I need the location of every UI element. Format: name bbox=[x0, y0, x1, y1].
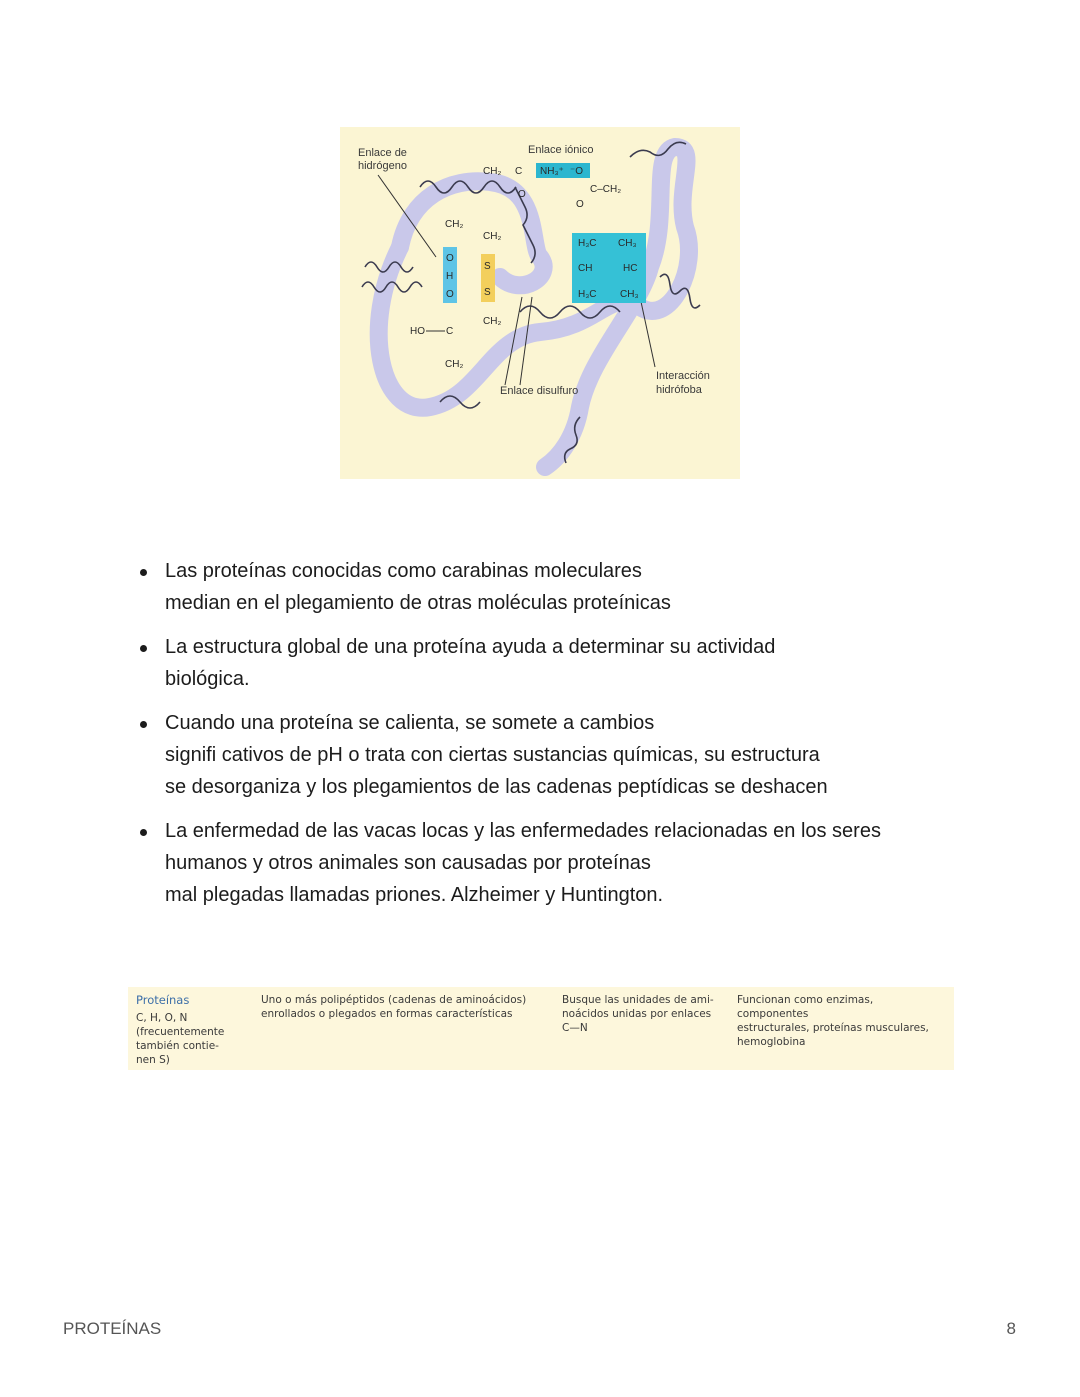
page-number: 8 bbox=[1006, 1319, 1016, 1338]
bullet-line: se desorganiza y los plegamientos de las cadenas peptídicas se deshacen bbox=[165, 776, 828, 798]
label-disulfide-bond: Enlace disulfuro bbox=[500, 385, 579, 397]
summary-title: Proteínas bbox=[136, 993, 190, 1007]
chem-ch3-top: CH₃ bbox=[618, 238, 637, 249]
chem-ionic-o-left: O bbox=[518, 189, 526, 200]
chem-ionic-ch2: CH₂ bbox=[483, 166, 502, 177]
bullet-dot bbox=[140, 829, 147, 836]
label-hydrogen-bond-2: hidrógeno bbox=[358, 160, 407, 172]
chem-h3c-top: H₃C bbox=[578, 238, 597, 249]
chem-hbond-ch2-top: CH₂ bbox=[445, 219, 464, 230]
summary-line: hemoglobina bbox=[737, 1036, 806, 1048]
summary-line: nen S) bbox=[136, 1054, 170, 1066]
bullet-line: La enfermedad de las vacas locas y las enfermedades relacionadas en los seres bbox=[165, 820, 881, 842]
protein-structure-diagram bbox=[340, 127, 740, 479]
summary-line: C, H, O, N bbox=[136, 1012, 188, 1024]
bullet-dot bbox=[140, 721, 147, 728]
chem-o-minus: ⁻O bbox=[570, 166, 584, 177]
chem-hbond-o2: O bbox=[446, 289, 454, 300]
chem-ch: CH bbox=[578, 263, 593, 274]
label-hydrogen-bond-1: Enlace de bbox=[358, 147, 407, 159]
summary-col-name bbox=[136, 993, 246, 1067]
chem-ho: HO bbox=[410, 326, 425, 337]
chem-hbond-ch2-bottom: CH₂ bbox=[445, 359, 464, 370]
protein-structure-figure bbox=[340, 127, 740, 479]
chem-ch3-bottom: CH₃ bbox=[620, 289, 639, 300]
bullet-item bbox=[140, 555, 960, 619]
bullet-line: Las proteínas conocidas como carabinas moleculares bbox=[165, 560, 642, 582]
summary-line: también contie- bbox=[136, 1040, 219, 1052]
footer-title: PROTEÍNAS bbox=[63, 1319, 162, 1338]
chem-ss-ch2-top: CH₂ bbox=[483, 231, 502, 242]
summary-col-description bbox=[261, 993, 541, 1021]
chem-hbond-c: C bbox=[446, 326, 454, 337]
bullet-list bbox=[140, 555, 960, 923]
label-ionic-bond: Enlace iónico bbox=[528, 144, 594, 156]
bullet-line: Cuando una proteína se calienta, se somete a cambios bbox=[165, 712, 655, 734]
chem-h3c-bottom: H₃C bbox=[578, 289, 597, 300]
bullet-line: La estructura global de una proteína ayuda a determinar su actividad bbox=[165, 636, 776, 658]
bullet-dot bbox=[140, 569, 147, 576]
bullet-item bbox=[140, 707, 960, 803]
summary-line: Uno o más polipéptidos (cadenas de aminoácidos) bbox=[261, 994, 527, 1006]
label-hydrophobic-2: hidrófoba bbox=[656, 384, 702, 396]
summary-col-function bbox=[737, 993, 947, 1049]
summary-line: estructurales, proteínas musculares, bbox=[737, 1022, 929, 1034]
bullet-line: median en el plegamiento de otras moléculas proteínicas bbox=[165, 592, 671, 614]
chem-s2: S bbox=[484, 287, 491, 298]
chem-hbond-h: H bbox=[446, 271, 454, 282]
chem-c-ch2: C–CH₂ bbox=[590, 184, 622, 195]
bullet-line: mal plegadas llamadas priones. Alzheimer y Huntington. bbox=[165, 884, 664, 906]
chem-nh3: NH₃⁺ bbox=[540, 166, 564, 177]
label-hydrophobic-1: Interacción bbox=[656, 370, 710, 382]
summary-col-identify bbox=[562, 993, 717, 1035]
chem-hbond-o1: O bbox=[446, 253, 454, 264]
summary-line: enrollados o plegados en formas características bbox=[261, 1008, 513, 1020]
summary-line: Funcionan como enzimas, componentes bbox=[737, 994, 874, 1020]
chem-ss-ch2-bottom: CH₂ bbox=[483, 316, 502, 327]
summary-line: Busque las unidades de ami- bbox=[562, 994, 714, 1006]
chem-ionic-c: C bbox=[515, 166, 523, 177]
chem-s1: S bbox=[484, 261, 491, 272]
chem-hc: HC bbox=[623, 263, 638, 274]
summary-line: (frecuentemente bbox=[136, 1026, 225, 1038]
bullet-item bbox=[140, 815, 960, 911]
bullet-item bbox=[140, 631, 960, 695]
chem-o-bottom: O bbox=[576, 199, 584, 210]
bullet-dot bbox=[140, 645, 147, 652]
protein-summary-table bbox=[128, 987, 954, 1070]
bullet-line: signifi cativos de pH o trata con ciertas sustancias químicas, su estructura bbox=[165, 744, 820, 766]
bullet-line: humanos y otros animales son causadas por proteínas bbox=[165, 852, 651, 874]
summary-line: C—N bbox=[562, 1022, 588, 1034]
bullet-line: biológica. bbox=[165, 668, 250, 690]
summary-line: noácidos unidas por enlaces bbox=[562, 1008, 712, 1020]
